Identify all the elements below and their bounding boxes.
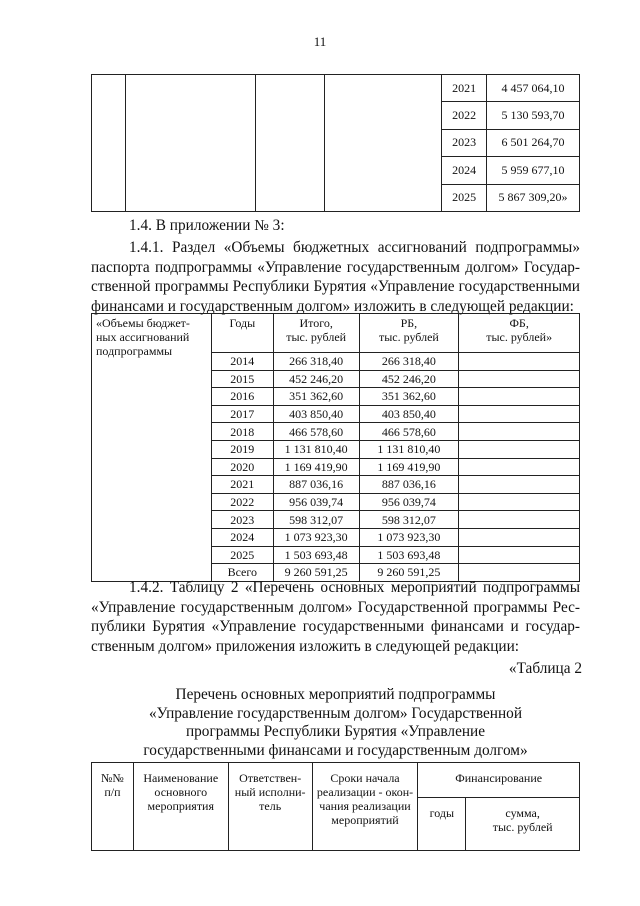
- empty-cell: [325, 102, 442, 129]
- rb-cell: 266 318,40: [359, 353, 459, 371]
- empty-cell: [92, 184, 126, 211]
- year-cell: 2022: [211, 493, 273, 511]
- empty-cell: [125, 129, 255, 156]
- table-row: [92, 129, 580, 156]
- total-cell: 266 318,40: [273, 353, 359, 371]
- year-cell: 2015: [211, 370, 273, 388]
- empty-cell: [92, 75, 126, 102]
- fb-cell: [459, 493, 580, 511]
- total-cell: 887 036,16: [273, 476, 359, 494]
- fb-cell: [459, 405, 580, 423]
- empty-cell: [325, 75, 442, 102]
- empty-cell: [325, 157, 442, 184]
- fb-cell: [459, 353, 580, 371]
- header-rb: РБ, тыс. рублей: [359, 314, 459, 353]
- fb-cell: [459, 528, 580, 546]
- empty-cell: [325, 184, 442, 211]
- rb-cell: 9 260 591,25: [359, 564, 459, 582]
- year-cell: 2023: [211, 511, 273, 529]
- year-cell: 2014: [211, 353, 273, 371]
- section-1-4-2: [91, 578, 580, 657]
- year-cell: 2018: [211, 423, 273, 441]
- amount-cell: 5 867 309,20»: [487, 184, 580, 211]
- total-cell: 1 169 419,90: [273, 458, 359, 476]
- paragraph-line: 1.4.1. Раздел «Объемы бюджетных ассигнований подпрограммы»: [129, 239, 580, 256]
- paragraph-line: ственным долгом» приложения изложить в следующей редакции:: [91, 638, 520, 656]
- year-cell: 2021: [211, 476, 273, 494]
- empty-cell: [125, 75, 255, 102]
- fb-cell: [459, 458, 580, 476]
- amount-cell: 5 130 593,70: [487, 102, 580, 129]
- total-cell: 1 073 923,30: [273, 528, 359, 546]
- continued-table: [91, 74, 580, 212]
- header-fb: ФБ, тыс. рублей»: [459, 314, 580, 353]
- paragraph-line: паспорта подпрограммы «Управление государственным долгом» Государ-: [91, 258, 580, 276]
- empty-cell: [125, 157, 255, 184]
- year-cell: 2025: [211, 546, 273, 564]
- budget-label: «Объемы бюджет- ных ассигнований подпрограммы: [92, 314, 212, 582]
- total-cell: 403 850,40: [273, 405, 359, 423]
- year-cell: 2019: [211, 440, 273, 458]
- year-cell: 2017: [211, 405, 273, 423]
- year-cell: 2024: [211, 528, 273, 546]
- header-total: Итого, тыс. рублей: [273, 314, 359, 353]
- empty-cell: [255, 102, 325, 129]
- rb-cell: 598 312,07: [359, 511, 459, 529]
- paragraph-line: финансами и государственным долгом» изложить в следующей редакции:: [91, 298, 574, 316]
- paragraph-line: публики Бурятия «Управление государственными финансами и государ-: [91, 618, 580, 636]
- header-financing: Финансирование: [418, 763, 580, 798]
- table-title: Перечень основных мероприятий подпрограммы «Управление государственным долгом» Государственной программы Республики Бурятия «Управление государственными финансами и государственным долгом»: [143, 686, 528, 759]
- rb-cell: 351 362,60: [359, 388, 459, 406]
- total-cell: 1 131 810,40: [273, 440, 359, 458]
- fb-cell: [459, 440, 580, 458]
- header-executor: Ответствен- ный исполни- тель: [228, 763, 312, 851]
- amount-cell: 6 501 264,70: [487, 129, 580, 156]
- rb-cell: 403 850,40: [359, 405, 459, 423]
- empty-cell: [92, 157, 126, 184]
- section-1-4-1: [91, 238, 580, 317]
- year-cell: 2021: [442, 75, 487, 102]
- year-cell: 2016: [211, 388, 273, 406]
- header-fin-years: годы: [418, 798, 466, 851]
- rb-cell: 1 073 923,30: [359, 528, 459, 546]
- table-number: «Таблица 2: [508, 660, 582, 677]
- year-cell: Всего: [211, 564, 273, 582]
- header-terms: Сроки начала реализации - окон- чания реализации мероприятий: [312, 763, 418, 851]
- header-name: Наименование основного мероприятия: [133, 763, 228, 851]
- year-cell: 2020: [211, 458, 273, 476]
- total-cell: 956 039,74: [273, 493, 359, 511]
- page-number: 11: [313, 34, 327, 49]
- year-cell: 2023: [442, 129, 487, 156]
- rb-cell: 1 503 693,48: [359, 546, 459, 564]
- total-cell: 466 578,60: [273, 423, 359, 441]
- fb-cell: [459, 388, 580, 406]
- rb-cell: 956 039,74: [359, 493, 459, 511]
- total-cell: 9 260 591,25: [273, 564, 359, 582]
- events-table: [91, 762, 580, 851]
- table-row: [92, 75, 580, 102]
- empty-cell: [255, 157, 325, 184]
- total-cell: 598 312,07: [273, 511, 359, 529]
- paragraph-line: 1.4.2. Таблицу 2 «Перечень основных мероприятий подпрограммы: [129, 579, 580, 596]
- rb-cell: 887 036,16: [359, 476, 459, 494]
- header-years: Годы: [211, 314, 273, 353]
- rb-cell: 452 246,20: [359, 370, 459, 388]
- header-num: №№ п/п: [92, 763, 134, 851]
- empty-cell: [255, 129, 325, 156]
- year-cell: 2025: [442, 184, 487, 211]
- table-row: [92, 102, 580, 129]
- header-fin-sum: сумма, тыс. рублей: [466, 798, 580, 851]
- rb-cell: 1 131 810,40: [359, 440, 459, 458]
- empty-cell: [125, 102, 255, 129]
- empty-cell: [255, 75, 325, 102]
- empty-cell: [255, 184, 325, 211]
- paragraph-line: «Управление государственным долгом» Государственной программы Рес-: [91, 598, 580, 616]
- fb-cell: [459, 370, 580, 388]
- section-1-4: 1.4. В приложении № 3:: [129, 217, 285, 234]
- paragraph-line: ственной программы Республики Бурятия «Управление государственными: [91, 278, 580, 296]
- fb-cell: [459, 423, 580, 441]
- empty-cell: [325, 129, 442, 156]
- total-cell: 1 503 693,48: [273, 546, 359, 564]
- table-row: [92, 157, 580, 184]
- budget-table: [91, 313, 580, 582]
- year-cell: 2022: [442, 102, 487, 129]
- year-cell: 2024: [442, 157, 487, 184]
- table-row: [92, 184, 580, 211]
- empty-cell: [92, 102, 126, 129]
- total-cell: 452 246,20: [273, 370, 359, 388]
- rb-cell: 1 169 419,90: [359, 458, 459, 476]
- rb-cell: 466 578,60: [359, 423, 459, 441]
- amount-cell: 4 457 064,10: [487, 75, 580, 102]
- empty-cell: [125, 184, 255, 211]
- amount-cell: 5 959 677,10: [487, 157, 580, 184]
- fb-cell: [459, 546, 580, 564]
- total-cell: 351 362,60: [273, 388, 359, 406]
- empty-cell: [92, 129, 126, 156]
- fb-cell: [459, 511, 580, 529]
- fb-cell: [459, 476, 580, 494]
